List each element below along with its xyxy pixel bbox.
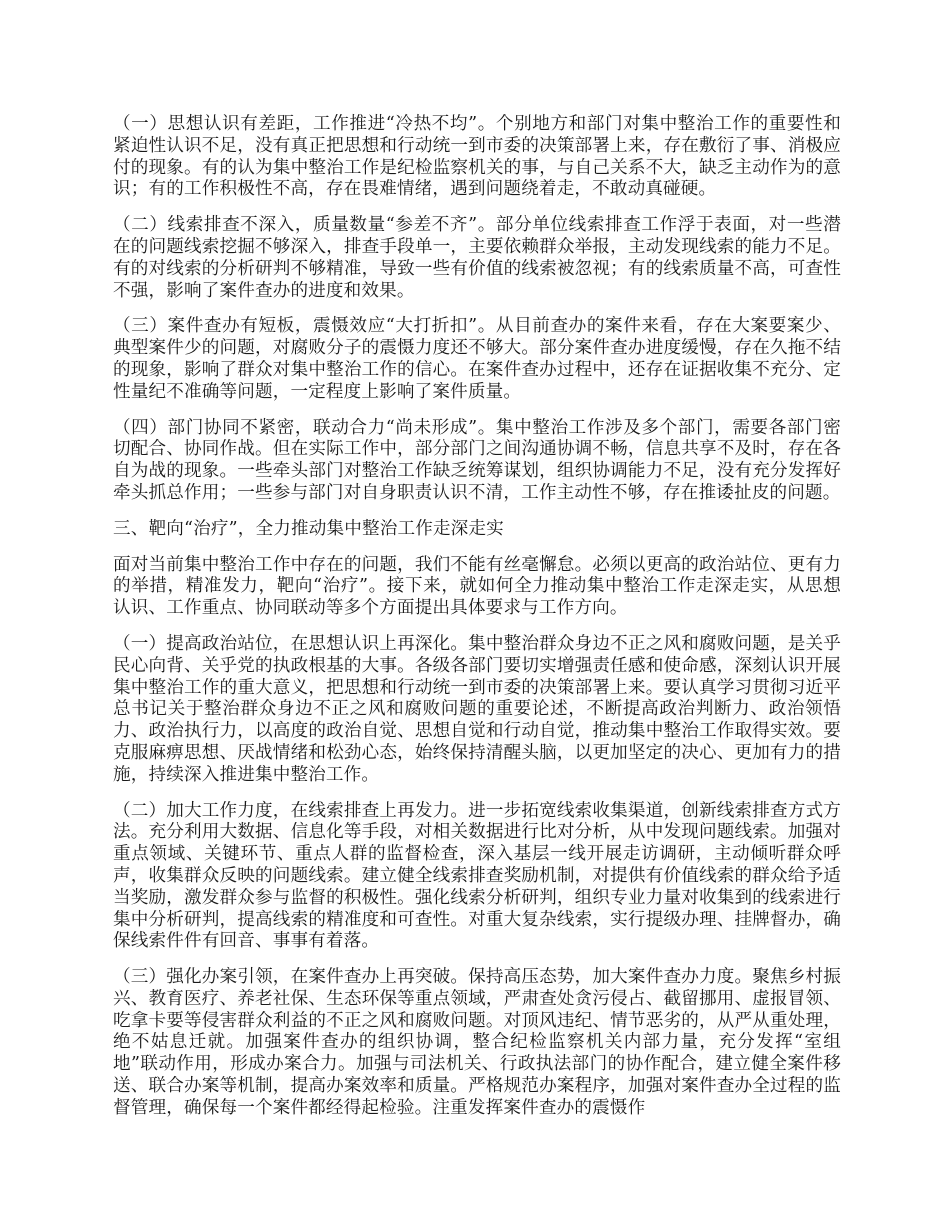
section-heading: 三、靶向“治疗”，全力推动集中整治工作走深走实 <box>113 518 504 539</box>
paragraph-issue-2: （二）线索排查不深入，质量数量“参差不齐”。部分单位线索排查工作浮于表面，对一些潜在的问题线索挖掘不够深入，排查手段单一，主要依赖群众举报，主动发现线索的能力不足。有的对线索的分析研判不够精准，导致一些有价值的线索被忽视；有的线索质量不高，可查性不强，影响了案件查办的进度和效果。 <box>113 215 841 301</box>
paragraph-measure-3: （三）强化办案引领，在案件查办上再突破。保持高压态势，加大案件查办力度。聚焦乡村振兴、教育医疗、养老社保、生态环保等重点领域，严肃查处贪污侵占、截留挪用、虚报冒领、吃拿卡要等侵害群众利益的不正之风和腐败问题。对顶风违纪、情节恶劣的，从严从重处理，绝不姑息迁就。加强案件查办的组织协调，整合纪检监察机关内部力量，充分发挥“室组地”联动作用，形成办案合力。加强与司法机关、行政执法部门的协作配合，建立健全案件移送、联合办案等机制，提高办案效率和质量。严格规范办案程序，加强对案件查办全过程的监督管理，确保每一个案件都经得起检验。注重发挥案件查办的震慑作 <box>113 967 841 1118</box>
paragraph-issue-4: （四）部门协同不紧密，联动合力“尚未形成”。集中整治工作涉及多个部门，需要各部门密切配合、协同作战。但在实际工作中，部分部门之间沟通协调不畅，信息共享不及时，存在各自为战的现象。一些牵头部门对整治工作缺乏统筹谋划，组织协调能力不足，没有充分发挥好牵头抓总作用；一些参与部门对自身职责认识不清，工作主动性不够，存在推诿扯皮的问题。 <box>113 417 841 503</box>
paragraph-measure-2: （二）加大工作力度，在线索排查上再发力。进一步拓宽线索收集渠道，创新线索排查方式方法。充分利用大数据、信息化等手段，对相关数据进行比对分析，从中发现问题线索。加强对重点领域、关键环节、重点人群的监督检查，深入基层一线开展走访调研，主动倾听群众呼声，收集群众反映的问题线索。建立健全线索排查奖励机制，对提供有价值线索的群众给予适当奖励，激发群众参与监督的积极性。强化线索分析研判，组织专业力量对收集到的线索进行集中分析研判，提高线索的精准度和可查性。对重大复杂线索，实行提级办理、挂牌督办，确保线索件件有回音、事事有着落。 <box>113 800 841 952</box>
paragraph-issue-1: （一）思想认识有差距，工作推进“冷热不均”。个别地方和部门对集中整治工作的重要性和紧迫性认识不足，没有真正把思想和行动统一到市委的决策部署上来，存在敷衍了事、消极应付的现象。有的认为集中整治工作是纪检监察机关的事，与自己关系不大，缺乏主动作为的意识；有的工作积极性不高，存在畏难情绪，遇到问题绕着走，不敢动真碰硬。 <box>113 114 841 200</box>
paragraph-section-intro: 面对当前集中整治工作中存在的问题，我们不能有丝毫懈怠。必须以更高的政治站位、更有力的举措，精准发力，靶向“治疗”。接下来，就如何全力推动集中整治工作走深走实，从思想认识、工作重点、协同联动等多个方面提出具体要求与工作方向。 <box>113 554 841 619</box>
document-page <box>113 114 841 1134</box>
paragraph-issue-3: （三）案件查办有短板，震慑效应“大打折扣”。从目前查办的案件来看，存在大案要案少、典型案件少的问题，对腐败分子的震慑力度还不够大。部分案件查办进度缓慢，存在久拖不结的现象，影响了群众对集中整治工作的信心。在案件查办过程中，还存在证据收集不充分、定性量纪不准确等问题，一定程度上影响了案件质量。 <box>113 316 841 402</box>
paragraph-measure-1: （一）提高政治站位，在思想认识上再深化。集中整治群众身边不正之风和腐败问题，是关乎民心向背、关乎党的执政根基的大事。各级各部门要切实增强责任感和使命感，深刻认识开展集中整治工作的重大意义，把思想和行动统一到市委的决策部署上来。要认真学习贯彻习近平总书记关于整治群众身边不正之风和腐败问题的重要论述，不断提高政治判断力、政治领悟力、政治执行力，以高度的政治自觉、思想自觉和行动自觉，推动集中整治工作取得实效。要克服麻痹思想、厌战情绪和松劲心态，始终保持清醒头脑，以更加坚定的决心、更加有力的措施，持续深入推进集中整治工作。 <box>113 633 841 785</box>
